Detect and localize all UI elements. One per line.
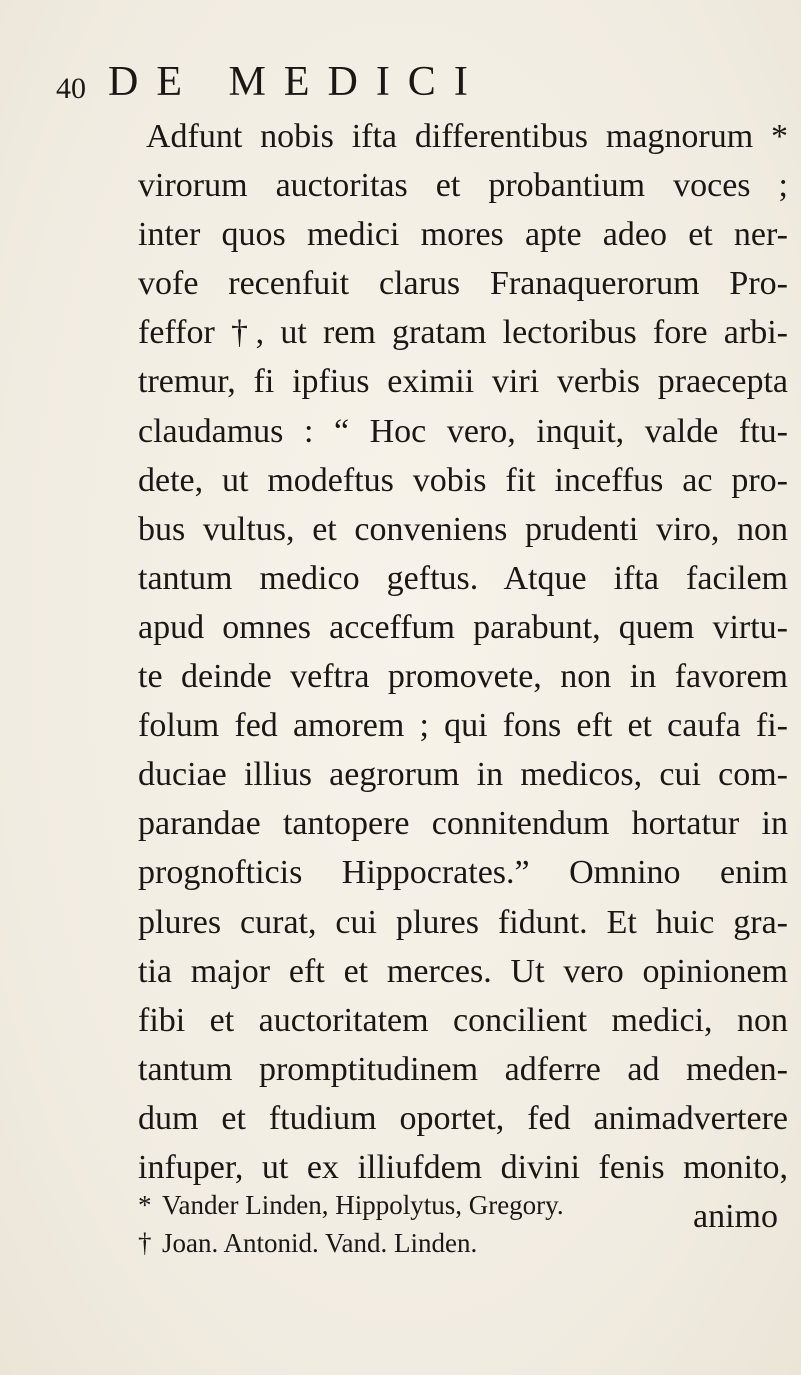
text-line: infuper, ut ex illiufdem divini fenis monito, bbox=[138, 1148, 788, 1186]
text-line: tremur, fi ipfius eximii viri verbis praecepta bbox=[138, 363, 788, 401]
page-number: 40 bbox=[56, 72, 86, 105]
footnote-text: Joan. Antonid. Vand. Linden. bbox=[162, 1228, 478, 1258]
text-line: fibi et auctoritatem concilient medici, non bbox=[138, 1001, 788, 1039]
page-header bbox=[56, 58, 756, 118]
catchword: animo bbox=[693, 1198, 778, 1236]
text-line: folum fed amorem ; qui fons eft et caufa fi- bbox=[138, 707, 788, 745]
text-line: feffor †, ut rem gratam lectoribus fore arbi- bbox=[138, 314, 788, 352]
body-text bbox=[138, 112, 788, 1241]
text-line: claudamus : “ Hoc vero, inquit, valde ftu- bbox=[138, 412, 788, 450]
text-line: Adfunt nobis ifta differentibus magnorum * bbox=[146, 118, 788, 155]
text-line: virorum auctoritas et probantium voces ; bbox=[138, 167, 788, 205]
text-line: inter quos medici mores apte adeo et ner- bbox=[138, 216, 788, 254]
footnote-mark: † bbox=[138, 1228, 152, 1258]
text-line: parandae tantopere connitendum hortatur in bbox=[138, 805, 788, 843]
text-line: tia major eft et merces. Ut vero opinionem bbox=[138, 952, 788, 990]
running-head: DE MEDICI bbox=[108, 59, 486, 105]
text-line: vofe recenfuit clarus Franaquerorum Pro- bbox=[138, 265, 788, 303]
text-line: tantum medico geftus. Atque ifta facilem bbox=[138, 559, 788, 597]
text-line: apud omnes acceffum parabunt, quem virtu- bbox=[138, 608, 788, 646]
footnote bbox=[138, 1224, 758, 1262]
text-line: plures curat, cui plures fidunt. Et huic gra- bbox=[138, 903, 788, 941]
text-line: tantum promptitudinem adferre ad meden- bbox=[138, 1050, 788, 1088]
text-line: prognofticis Hippocrates.” Omnino enim bbox=[138, 854, 788, 892]
footnote-text: Vander Linden, Hippolytus, Gregory. bbox=[162, 1190, 564, 1220]
text-line: dum et ftudium oportet, fed animadvertere bbox=[138, 1099, 788, 1137]
text-line: te deinde veftra promovete, non in favorem bbox=[138, 658, 788, 696]
text-line: duciae illius aegrorum in medicos, cui com- bbox=[138, 756, 788, 794]
footnote bbox=[138, 1186, 758, 1224]
footnotes bbox=[138, 1186, 758, 1262]
text-line: bus vultus, et conveniens prudenti viro, non bbox=[138, 510, 788, 548]
footnote-mark: * bbox=[138, 1190, 152, 1220]
text-line: dete, ut modeftus vobis fit inceffus ac pro- bbox=[138, 461, 788, 499]
